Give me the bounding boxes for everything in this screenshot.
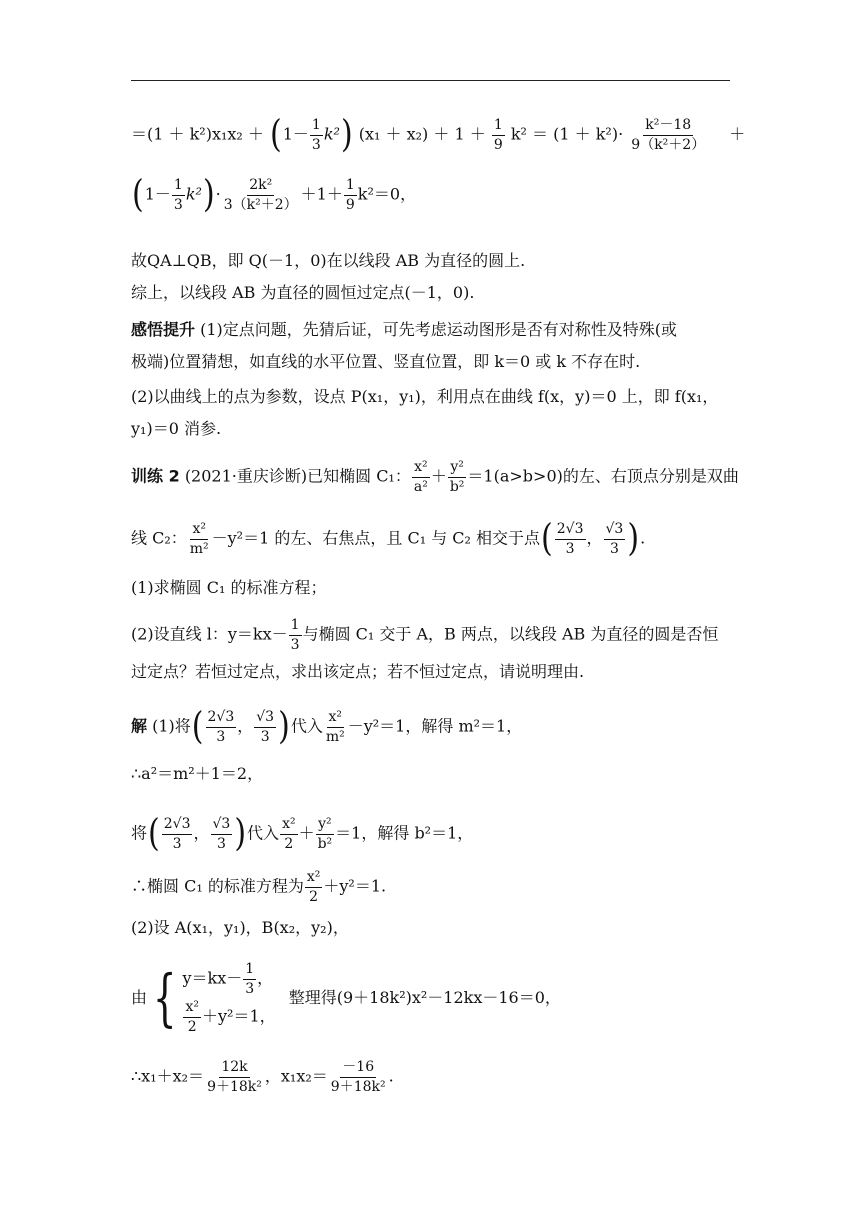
fraction-one-third: $\frac{1}{3}$ [290, 617, 300, 653]
fraction-x2-m2: $\frac{\text{x²}}{\text{m²}}$ [189, 521, 209, 557]
fraction-one-ninth: $\frac{1}{9}$ [493, 117, 503, 153]
question-1: (1)求椭圆 C₁ 的标准方程； [131, 578, 327, 597]
fraction-x2-2: $\frac{\text{x²}}{2}$ [306, 869, 321, 905]
text: k²＝0， [357, 184, 417, 204]
text: ，x₁x₂＝ [264, 1066, 328, 1086]
text: ＋1＋ [300, 184, 343, 204]
fraction-point-y: $\frac{√3}{3}$ [212, 816, 231, 852]
text: k² [323, 124, 340, 144]
fraction-y2-b2: $\frac{\text{y²}}{\text{b²}}$ [317, 816, 333, 852]
exercise-line-1: 训练 2 (2021·重庆诊断)已知椭圆 C₁： $\frac{\text{x²}}{\text{a²}}$ ＋ $\frac{\text{y²}}{\text{b²}}$ ＝1(a>b>0)的左、右顶点分别是双曲 [131, 459, 739, 495]
header-rule [131, 80, 730, 81]
text: 代入 [247, 823, 280, 843]
fraction-y2-b2: $\frac{\text{y²}}{\text{b²}}$ [449, 459, 465, 495]
exercise-heading: 训练 2 [131, 466, 180, 486]
text: k² [185, 184, 202, 204]
text: 线 C₂： [131, 528, 187, 548]
text: ＝1，解得 b²＝1， [335, 823, 474, 843]
paren-close: ) [202, 172, 215, 217]
fraction-prod: $\frac{-16}{\text{9＋18k²}}$ [330, 1059, 386, 1095]
fraction-x2-a2: $\frac{\text{x²}}{\text{a²}}$ [413, 459, 428, 495]
text: ＋y²＝1. [323, 876, 387, 896]
fraction-one-third: $\frac{1}{3}$ [311, 117, 321, 153]
solution-line-5: (2)设 A(x₁，y₁)，B(x₂，y₂)， [131, 918, 349, 937]
fraction-point-y: $\frac{√3}{3}$ [605, 521, 624, 557]
system-eq-1: y＝kx－ $\frac{1}{3}$ ， [182, 961, 274, 997]
plus: ＋ [713, 124, 746, 144]
fraction-f2: $\frac{\text{2k²}}{\text{3（k²＋2）}}$ [223, 177, 298, 213]
fraction-x2-m2: $\frac{\text{x²}}{\text{m²}}$ [325, 709, 345, 745]
section-heading: 感悟提升 [131, 320, 196, 339]
text: ∴椭圆 C₁ 的标准方程为 [131, 876, 304, 896]
solution-line-1: 解 (1)将( $\frac{2√3}{3}$ ， $\frac{√3}{3}$ )代入 $\frac{\text{x²}}{\text{m²}}$ －y²＝1，解得 m²＝1， [131, 704, 523, 749]
text: (x₁ ＋ x₂) ＋ 1 ＋ [358, 124, 486, 144]
solution-line-3: 将( $\frac{2√3}{3}$ ， $\frac{√3}{3}$ )代入 $\frac{\text{x²}}{2}$ ＋ $\frac{\text{y²}}{\text{b²}}$ ＝1，解得 b²＝1， [131, 811, 474, 856]
fraction-one-ninth: $\frac{1}{9}$ [345, 177, 355, 213]
solution-line-2: ∴a²＝m²＋1＝2， [131, 764, 264, 783]
paren-close: ) [340, 112, 353, 157]
paren-open: ( [541, 516, 553, 561]
fraction-point-x: $\frac{2√3}{3}$ [207, 709, 235, 745]
solution-line-7 [131, 1060, 394, 1094]
text: k² ＝ (1 ＋ k²)· [510, 124, 624, 144]
text: 1－ [144, 184, 171, 204]
question-2 [131, 618, 718, 652]
text-line-3: 故QA⊥QB，即 Q(－1，0)在以线段 AB 为直径的圆上. [131, 251, 526, 270]
paren-close: ) [627, 516, 640, 561]
text: (1)将 [152, 716, 191, 736]
text: －y²＝1，解得 m²＝1， [347, 716, 523, 736]
text: 由 [131, 987, 148, 1007]
text: 与椭圆 C₁ 交于 A，B 两点，以线段 AB 为直径的圆是否恒 [302, 624, 719, 644]
text: (2021·重庆诊断)已知椭圆 C₁： [184, 466, 411, 486]
paren-close: ) [278, 704, 290, 749]
text: 将 [131, 823, 148, 843]
text: (1)定点问题，先猜后证，可先考虑运动图形是否有对称性及特殊(或 [200, 320, 678, 339]
text: ＝1(a>b>0)的左、右顶点分别是双曲 [467, 466, 739, 486]
insight-line-1 [131, 322, 677, 338]
text-line-4: 综上，以线段 AB 为直径的圆恒过定点(－1，0). [131, 283, 475, 302]
fraction-point-y: $\frac{√3}{3}$ [256, 709, 275, 745]
brace-icon: { [152, 961, 177, 1035]
fraction-f1: $\frac{\text{k²－18}}{\text{9（k²＋2）}}$ [631, 117, 706, 153]
fraction-sum: $\frac{12k}{\text{9＋18k²}}$ [207, 1059, 262, 1095]
solution-heading: 解 [131, 716, 148, 736]
paren-open: ( [270, 112, 282, 157]
question-2-cont: 过定点？若恒过定点，求出该定点；若不恒过定点，请说明理由. [131, 662, 585, 681]
solution-line-6 [131, 962, 561, 1035]
solution-line-4 [131, 870, 386, 904]
fraction-point-x: $\frac{2√3}{3}$ [163, 816, 191, 852]
equation-line-1 [131, 112, 746, 157]
insight-line-4: y₁)＝0 消参. [131, 419, 222, 438]
paren-open: ( [191, 704, 204, 749]
text: ＝(1 ＋ k²)x₁x₂ ＋ [131, 124, 264, 144]
insight-line-2: 极端)位置猜想，如直线的水平位置、竖直位置，即 k＝0 或 k 不存在时. [131, 352, 641, 371]
fraction-x2-2: $\frac{\text{x²}}{2}$ [282, 816, 296, 852]
equation-system [182, 962, 275, 1035]
system-eq-2: $\frac{\text{x²}}{2}$ ＋y²＝1， [185, 999, 276, 1036]
text: (2)设直线 l：y＝kx－ [131, 624, 288, 644]
exercise-line-2: 线 C₂： $\frac{\text{x²}}{\text{m²}}$ －y²＝1 的左、右焦点，且 C₁ 与 C₂ 相交于点( $\frac{2√3}{3}$ ， $\frac{√3}{3}$ ). [131, 516, 646, 561]
equation-line-2: (1－ $\frac{1}{3}$ k²)· $\frac{\text{2k²}}{\text{3（k²＋2）}}$ ＋1＋ $\frac{1}{9}$ k²＝0， [132, 172, 417, 217]
text: 整理得(9＋18k²)x²－12kx－16＝0， [288, 987, 561, 1007]
text: －y²＝1 的左、右焦点，且 C₁ 与 C₂ 相交于点 [211, 528, 541, 548]
insight-line-3: (2)以曲线上的点为参数，设点 P(x₁，y₁)，利用点在曲线 f(x，y)＝0 上，即 f(x₁， [131, 387, 719, 406]
fraction-point-x: $\frac{2√3}{3}$ [556, 521, 584, 557]
text: . [388, 1066, 394, 1086]
text: 1－ [282, 124, 309, 144]
paren-open: ( [132, 172, 144, 217]
paren-close: ) [234, 811, 247, 856]
text: ∴x₁＋x₂＝ [131, 1066, 205, 1086]
text: 代入 [290, 716, 323, 736]
paren-open: ( [148, 811, 160, 856]
fraction-one-third: $\frac{1}{3}$ [173, 177, 183, 213]
